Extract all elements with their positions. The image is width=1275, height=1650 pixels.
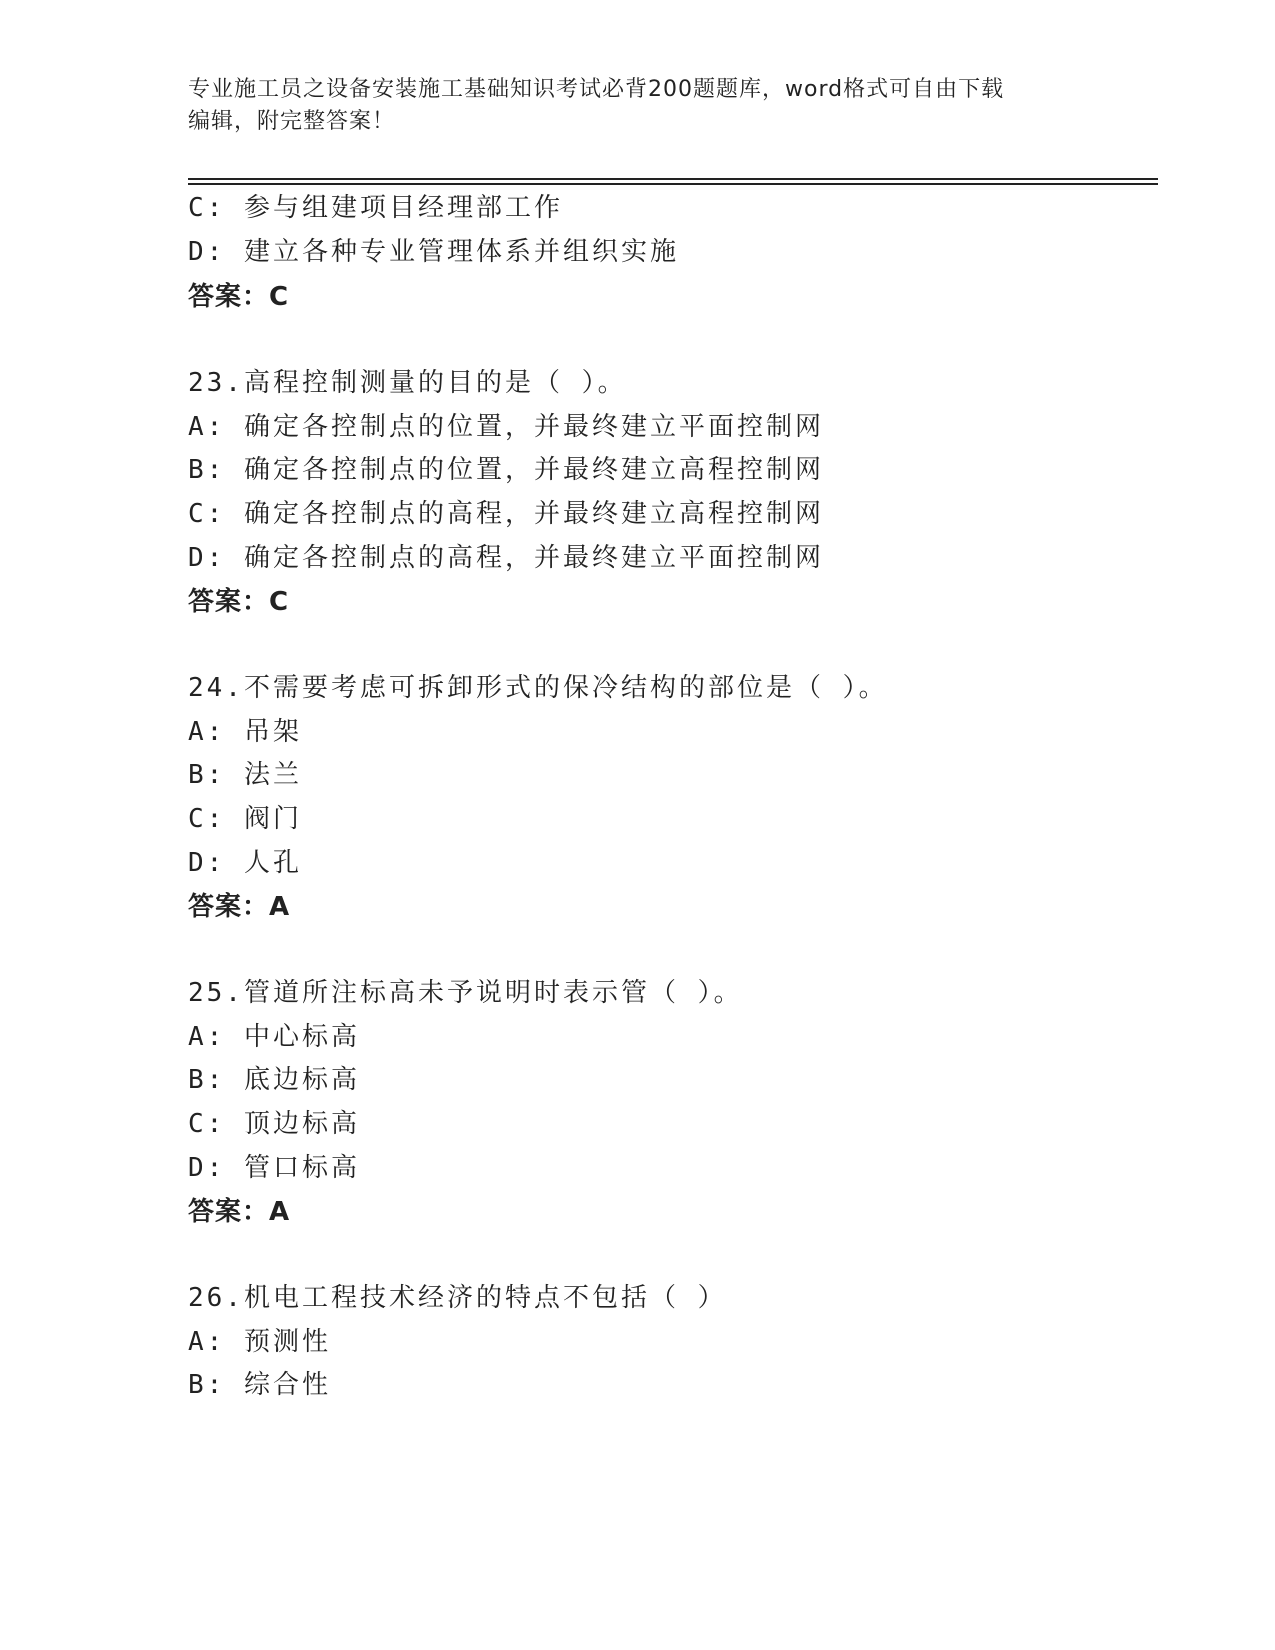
q25-stem: 25.管道所注标高未予说明时表示管（ ）。 bbox=[188, 978, 743, 1008]
header-title-line-1: 专业施工员之设备安装施工基础知识考试必背200题题库，word格式可自由下载 bbox=[188, 77, 1005, 102]
q25-option-d: D: 管口标高 bbox=[188, 1153, 360, 1183]
q24-answer: 答案：A bbox=[188, 892, 291, 922]
q22-answer: 答案：C bbox=[188, 282, 290, 312]
q25-option-c: C: 顶边标高 bbox=[188, 1109, 360, 1139]
q24-option-b: B: 法兰 bbox=[188, 760, 302, 790]
header-divider-bottom bbox=[188, 183, 1158, 185]
q23-answer: 答案：C bbox=[188, 587, 290, 617]
q24-option-a: A: 吊架 bbox=[188, 717, 302, 747]
header-divider-top bbox=[188, 178, 1158, 180]
header-title-line-2: 编辑，附完整答案！ bbox=[188, 109, 396, 134]
q22-option-c: C: 参与组建项目经理部工作 bbox=[188, 193, 563, 223]
q23-option-b: B: 确定各控制点的位置，并最终建立高程控制网 bbox=[188, 455, 824, 485]
q25-answer: 答案：A bbox=[188, 1197, 291, 1227]
q23-stem: 23.高程控制测量的目的是（ ）。 bbox=[188, 368, 627, 398]
q24-stem: 24.不需要考虑可拆卸形式的保冷结构的部位是（ ）。 bbox=[188, 673, 888, 703]
document-header bbox=[188, 74, 1088, 138]
q26-stem: 26.机电工程技术经济的特点不包括（ ） bbox=[188, 1283, 727, 1313]
q26-option-b: B: 综合性 bbox=[188, 1370, 331, 1400]
q25-option-b: B: 底边标高 bbox=[188, 1065, 360, 1095]
q26-option-a: A: 预测性 bbox=[188, 1327, 331, 1357]
q24-option-c: C: 阀门 bbox=[188, 804, 302, 834]
q24-option-d: D: 人孔 bbox=[188, 848, 302, 878]
q23-option-d: D: 确定各控制点的高程，并最终建立平面控制网 bbox=[188, 543, 824, 573]
q23-option-a: A: 确定各控制点的位置，并最终建立平面控制网 bbox=[188, 412, 824, 442]
q25-option-a: A: 中心标高 bbox=[188, 1022, 360, 1052]
q22-option-d: D: 建立各种专业管理体系并组织实施 bbox=[188, 237, 679, 267]
q23-option-c: C: 确定各控制点的高程，并最终建立高程控制网 bbox=[188, 499, 824, 529]
